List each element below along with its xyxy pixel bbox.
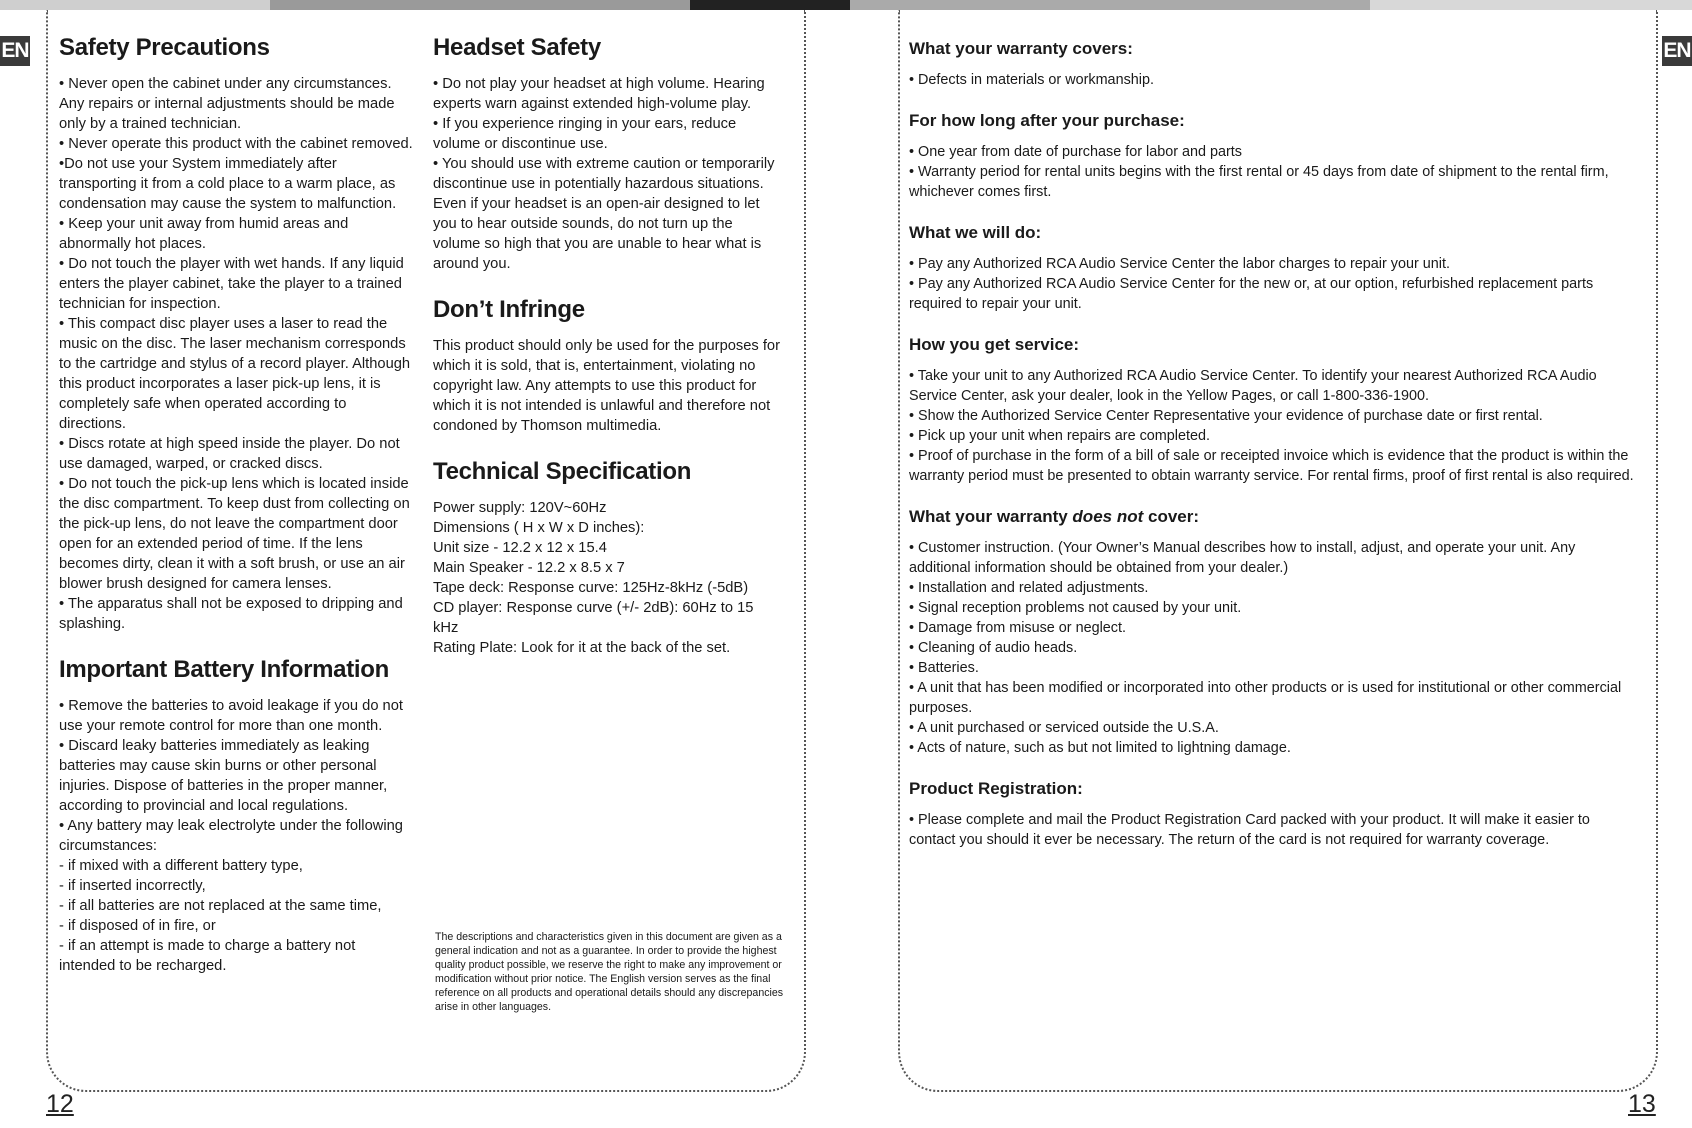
not-covered-line: • Installation and related adjustments. — [909, 580, 1149, 596]
not-covered-line: • A unit purchased or serviced outside the U.S.A. — [909, 720, 1219, 736]
headset-safety-list — [433, 74, 781, 274]
not-covered-line: • A unit that has been modified or incorporated into other products or is used for institutional or other commercial purposes. — [909, 680, 1622, 716]
warranty-covers-line: • Defects in materials or workmanship. — [909, 72, 1154, 88]
safety-precautions-heading: Safety Precautions — [59, 34, 270, 61]
get-service-line: • Take your unit to any Authorized RCA Audio Service Center. To identify your nearest Authorized RCA Audio Service Center, ask your dealer, look in the Yellow Pages, or call 1-800-336-1900. — [909, 368, 1597, 404]
spec-line: Tape deck: Response curve: 125Hz-8kHz (-5dB) — [433, 580, 749, 596]
spec-line: Power supply: 120V~60Hz — [433, 500, 607, 516]
band-segment-dark — [690, 0, 850, 10]
get-service-line: • Pick up your unit when repairs are completed. — [909, 428, 1210, 444]
band-segment-mid-right — [850, 0, 1370, 10]
spec-line: CD player: Response curve (+/- 2dB): 60Hz to 15 kHz — [433, 600, 754, 636]
battery-line: - if disposed of in fire, or — [59, 918, 216, 934]
right-page-column — [909, 38, 1637, 850]
what-we-will-do-heading: What we will do: — [909, 223, 1042, 242]
heading-emphasis: does not — [1072, 507, 1144, 526]
not-covered-line: • Batteries. — [909, 660, 979, 676]
what-we-will-do-line: • Pay any Authorized RCA Audio Service Center the labor charges to repair your unit. — [909, 256, 1450, 272]
get-service-line: • Proof of purchase in the form of a bill of sale or receipted invoice which is evidence that the product is within the warranty period must be presented to obtain warranty service. For rental firms, proof of first rental is also required. — [909, 448, 1634, 484]
product-registration-heading: Product Registration: — [909, 779, 1083, 798]
warranty-duration-line: • One year from date of purchase for labor and parts — [909, 144, 1243, 160]
get-service-line: • Show the Authorized Service Center Representative your evidence of purchase date or first rental. — [909, 408, 1543, 424]
safety-line: •Do not use your System immediately after transporting it from a cold place to a warm place, as condensation may cause the system to malfunction. — [59, 156, 397, 212]
safety-line: • The apparatus shall not be exposed to dripping and splashing. — [59, 596, 403, 632]
page-number-right: 13 — [1628, 1090, 1656, 1118]
band-segment-light-right — [1370, 0, 1692, 10]
disclaimer-text: The descriptions and characteristics given in this document are given as a general indication and not as a guarantee. In order to provide the highest quality product possible, we reserve the right to make any improvement or modification without prior notice. The English version serves as the final reference on all products and operational details should any discrepancies arise in other languages. — [435, 931, 784, 1013]
spec-line: Dimensions ( H x W x D inches): — [433, 520, 645, 536]
safety-line: • Do not touch the player with wet hands. If any liquid enters the player cabinet, take the player to a trained technician for inspection. — [59, 256, 404, 312]
warranty-not-covered-heading — [909, 506, 1637, 528]
language-tab-left: EN — [0, 36, 30, 66]
safety-line: • Keep your unit away from humid areas and abnormally hot places. — [59, 216, 349, 252]
battery-line: - if mixed with a different battery type, — [59, 858, 303, 874]
product-registration-line: • Please complete and mail the Product Registration Card packed with your product. It will make it easier to contact you should it ever be necessary. The return of the card is not required for warranty coverage. — [909, 812, 1590, 848]
headset-line: • If you experience ringing in your ears, reduce volume or discontinue use. — [433, 116, 737, 152]
headset-line: • Do not play your headset at high volume. Hearing experts warn against extended high-volume play. — [433, 76, 765, 112]
left-page-column-2 — [433, 34, 781, 658]
get-service-heading: How you get service: — [909, 335, 1080, 354]
not-covered-line: • Damage from misuse or neglect. — [909, 620, 1126, 636]
technical-specification-list — [433, 498, 781, 658]
language-tab-right: EN — [1662, 36, 1692, 66]
page-number-left: 12 — [46, 1090, 74, 1118]
safety-line: • Do not touch the pick-up lens which is located inside the disc compartment. To keep dust from collecting on the pick-up lens, do not leave the compartment door open for an extended period of time. If the lens becomes dirty, clean it with a soft brush, or use an air blower brush designed for camera lenses. — [59, 476, 410, 592]
heading-part: What your warranty — [909, 507, 1073, 526]
left-page-column-1 — [59, 34, 415, 976]
warranty-duration-heading: For how long after your purchase: — [909, 111, 1185, 130]
not-covered-line: • Customer instruction. (Your Owner’s Manual describes how to install, adjust, and operate your unit. Any additional information should be obtained from your dealer.) — [909, 540, 1576, 576]
dont-infringe-text: This product should only be used for the purposes for which it is sold, that is, entertainment, violating no copyright law. Any attempts to use this product for which it is not intended is unlawful and therefore not condoned by Thomson multimedia. — [433, 338, 780, 434]
spec-line: Main Speaker - 12.2 x 8.5 x 7 — [433, 560, 625, 576]
battery-line: • Remove the batteries to avoid leakage if you do not use your remote control for more than one month. — [59, 698, 403, 734]
safety-line: • Discs rotate at high speed inside the player. Do not use damaged, warped, or cracked discs. — [59, 436, 400, 472]
battery-information-heading: Important Battery Information — [59, 656, 389, 683]
not-covered-line: • Acts of nature, such as but not limited to lightning damage. — [909, 740, 1291, 756]
what-we-will-do-line: • Pay any Authorized RCA Audio Service Center for the new or, at our option, refurbished replacement parts required to repair your unit. — [909, 276, 1594, 312]
battery-line: - if all batteries are not replaced at the same time, — [59, 898, 382, 914]
headset-line: Even if your headset is an open-air designed to let you to hear outside sounds, do not turn up the volume so high that you are unable to hear what is around you. — [433, 196, 762, 272]
battery-line: - if inserted incorrectly, — [59, 878, 206, 894]
top-decorative-band — [0, 0, 1692, 10]
battery-information-list — [59, 696, 415, 976]
band-segment-light — [0, 0, 270, 10]
headset-safety-heading: Headset Safety — [433, 34, 601, 61]
not-covered-line: • Signal reception problems not caused by your unit. — [909, 600, 1242, 616]
safety-line: • This compact disc player uses a laser to read the music on the disc. The laser mechanism corresponds to the cartridge and stylus of a record player. Although this product incorporates a laser pick-up lens, it is completely safe when operated according to directions. — [59, 316, 411, 432]
safety-line: • Never open the cabinet under any circumstances. Any repairs or internal adjustments should be made only by a trained technician. — [59, 76, 395, 132]
headset-line: • You should use with extreme caution or temporarily discontinue use in potentially hazardous situations. — [433, 156, 775, 192]
battery-line: - if an attempt is made to charge a battery not intended to be recharged. — [59, 938, 356, 974]
safety-precautions-list — [59, 74, 415, 634]
warranty-duration-line: • Warranty period for rental units begins with the first rental or 45 days from date of shipment to the rental firm, whichever comes first. — [909, 164, 1609, 200]
band-segment-mid — [270, 0, 690, 10]
technical-specification-heading: Technical Specification — [433, 458, 692, 485]
battery-line: • Any battery may leak electrolyte under the following circumstances: — [59, 818, 403, 854]
warranty-covers-heading: What your warranty covers: — [909, 39, 1133, 58]
battery-line: • Discard leaky batteries immediately as leaking batteries may cause skin burns or other personal injuries. Dispose of batteries in the proper manner, according to provincial and local regulations. — [59, 738, 388, 814]
spec-line: Unit size - 12.2 x 12 x 15.4 — [433, 540, 607, 556]
safety-line: • Never operate this product with the cabinet removed. — [59, 136, 413, 152]
spec-line: Rating Plate: Look for it at the back of the set. — [433, 640, 731, 656]
dont-infringe-heading: Don’t Infringe — [433, 296, 585, 323]
not-covered-line: • Cleaning of audio heads. — [909, 640, 1078, 656]
heading-part: cover: — [1143, 507, 1200, 526]
